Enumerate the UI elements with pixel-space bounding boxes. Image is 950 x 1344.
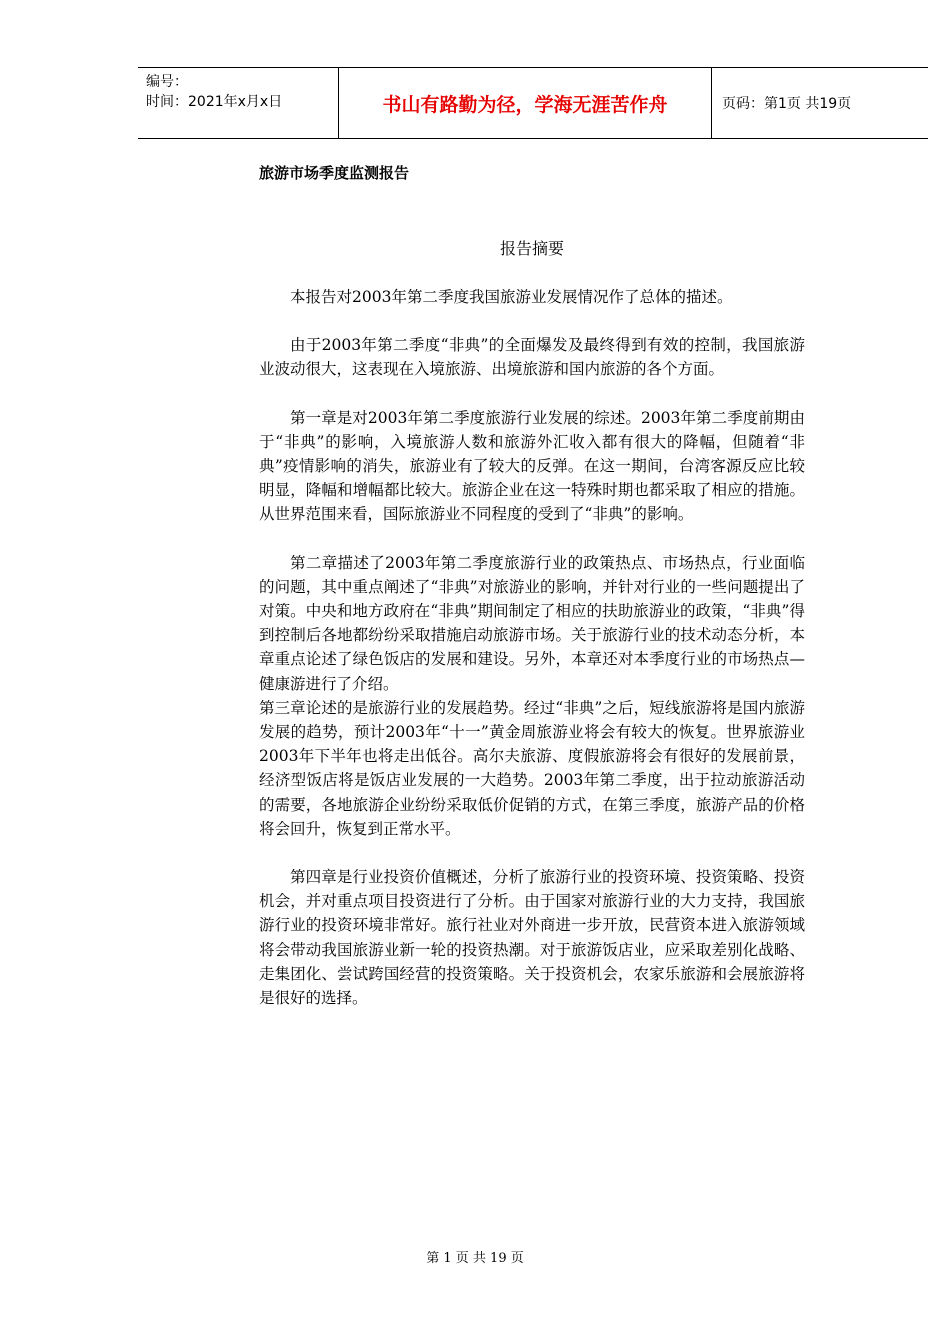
time-label: 时间：2021年x月x日 [146,94,283,110]
motto-text: 书山有路勤为径，学海无涯苦作舟 [382,93,668,116]
page-footer: 第 1 页 共 19 页 [426,1251,524,1266]
header-meta-cell [138,68,339,138]
page-info-cell [712,68,928,138]
motto-cell [339,68,712,138]
page-info-text: 页码：第1页 共19页 [722,96,852,112]
paragraph: 由于2003年第二季度“非典”的全面爆发及最终得到有效的控制，我国旅游业波动很大，这表现在入境旅游、出境旅游和国内旅游的各个方面。 [259,336,805,379]
paragraph: 本报告对2003年第二季度我国旅游业发展情况作了总体的描述。 [290,288,733,306]
paragraph: 第三章论述的是旅游行业的发展趋势。经过“非典”之后，短线旅游将是国内旅游发展的趋势，预计2003年“十一”黄金周旅游业将会有较大的恢复。世界旅游业2003年下半年也将走出低谷。高尔夫旅游、度假旅游将会有很好的发展前景，经济型饭店将是饭店业发展的一大趋势。2003年第二季度，出于拉动旅游活动的需要，各地旅游企业纷纷采取低价促销的方式，在第三季度，旅游产品的价格将会回升，恢复到正常水平。 [259,698,805,838]
header-table [138,67,928,139]
paragraph: 第一章是对2003年第二季度旅游行业发展的综述。2003年第二季度前期由于“非典”的影响，入境旅游人数和旅游外汇收入都有很大的降幅，但随着“非典”疫情影响的消失，旅游业有了较大的反弹。在这一期间，台湾客源反应比较明显，降幅和增幅都比较大。旅游企业在这一特殊时期也都采取了相应的措施。从世界范围来看，国际旅游业不同程度的受到了“非典”的影响。 [259,408,805,524]
paragraph: 第二章描述了2003年第二季度旅游行业的政策热点、市场热点，行业面临的问题，其中重点阐述了“非典”对旅游业的影响，并针对行业的一些问题提出了对策。中央和地方政府在“非典”期间制定了相应的扶助旅游业的政策，“非典”得到控制后各地都纷纷采取措施启动旅游市场。关于旅游行业的技术动态分析，本章重点论述了绿色饭店的发展和建设。另外，本章还对本季度行业的市场热点—健康游进行了介绍。 [259,553,805,693]
paragraph: 第四章是行业投资价值概述，分析了旅游行业的投资环境、投资策略、投资机会，并对重点项目投资进行了分析。由于国家对旅游行业的大力支持，我国旅游行业的投资环境非常好。旅行社业对外商进一步开放，民营资本进入旅游领域将会带动我国旅游业新一轮的投资热潮。对于旅游饭店业，应采取差别化战略、走集团化、尝试跨国经营的投资策略。关于投资机会，农家乐旅游和会展旅游将是很好的选择。 [259,868,805,1008]
document-title: 旅游市场季度监测报告 [259,164,410,182]
document-body [259,285,805,1034]
section-title: 报告摘要 [499,239,564,258]
number-label: 编号： [146,74,188,90]
